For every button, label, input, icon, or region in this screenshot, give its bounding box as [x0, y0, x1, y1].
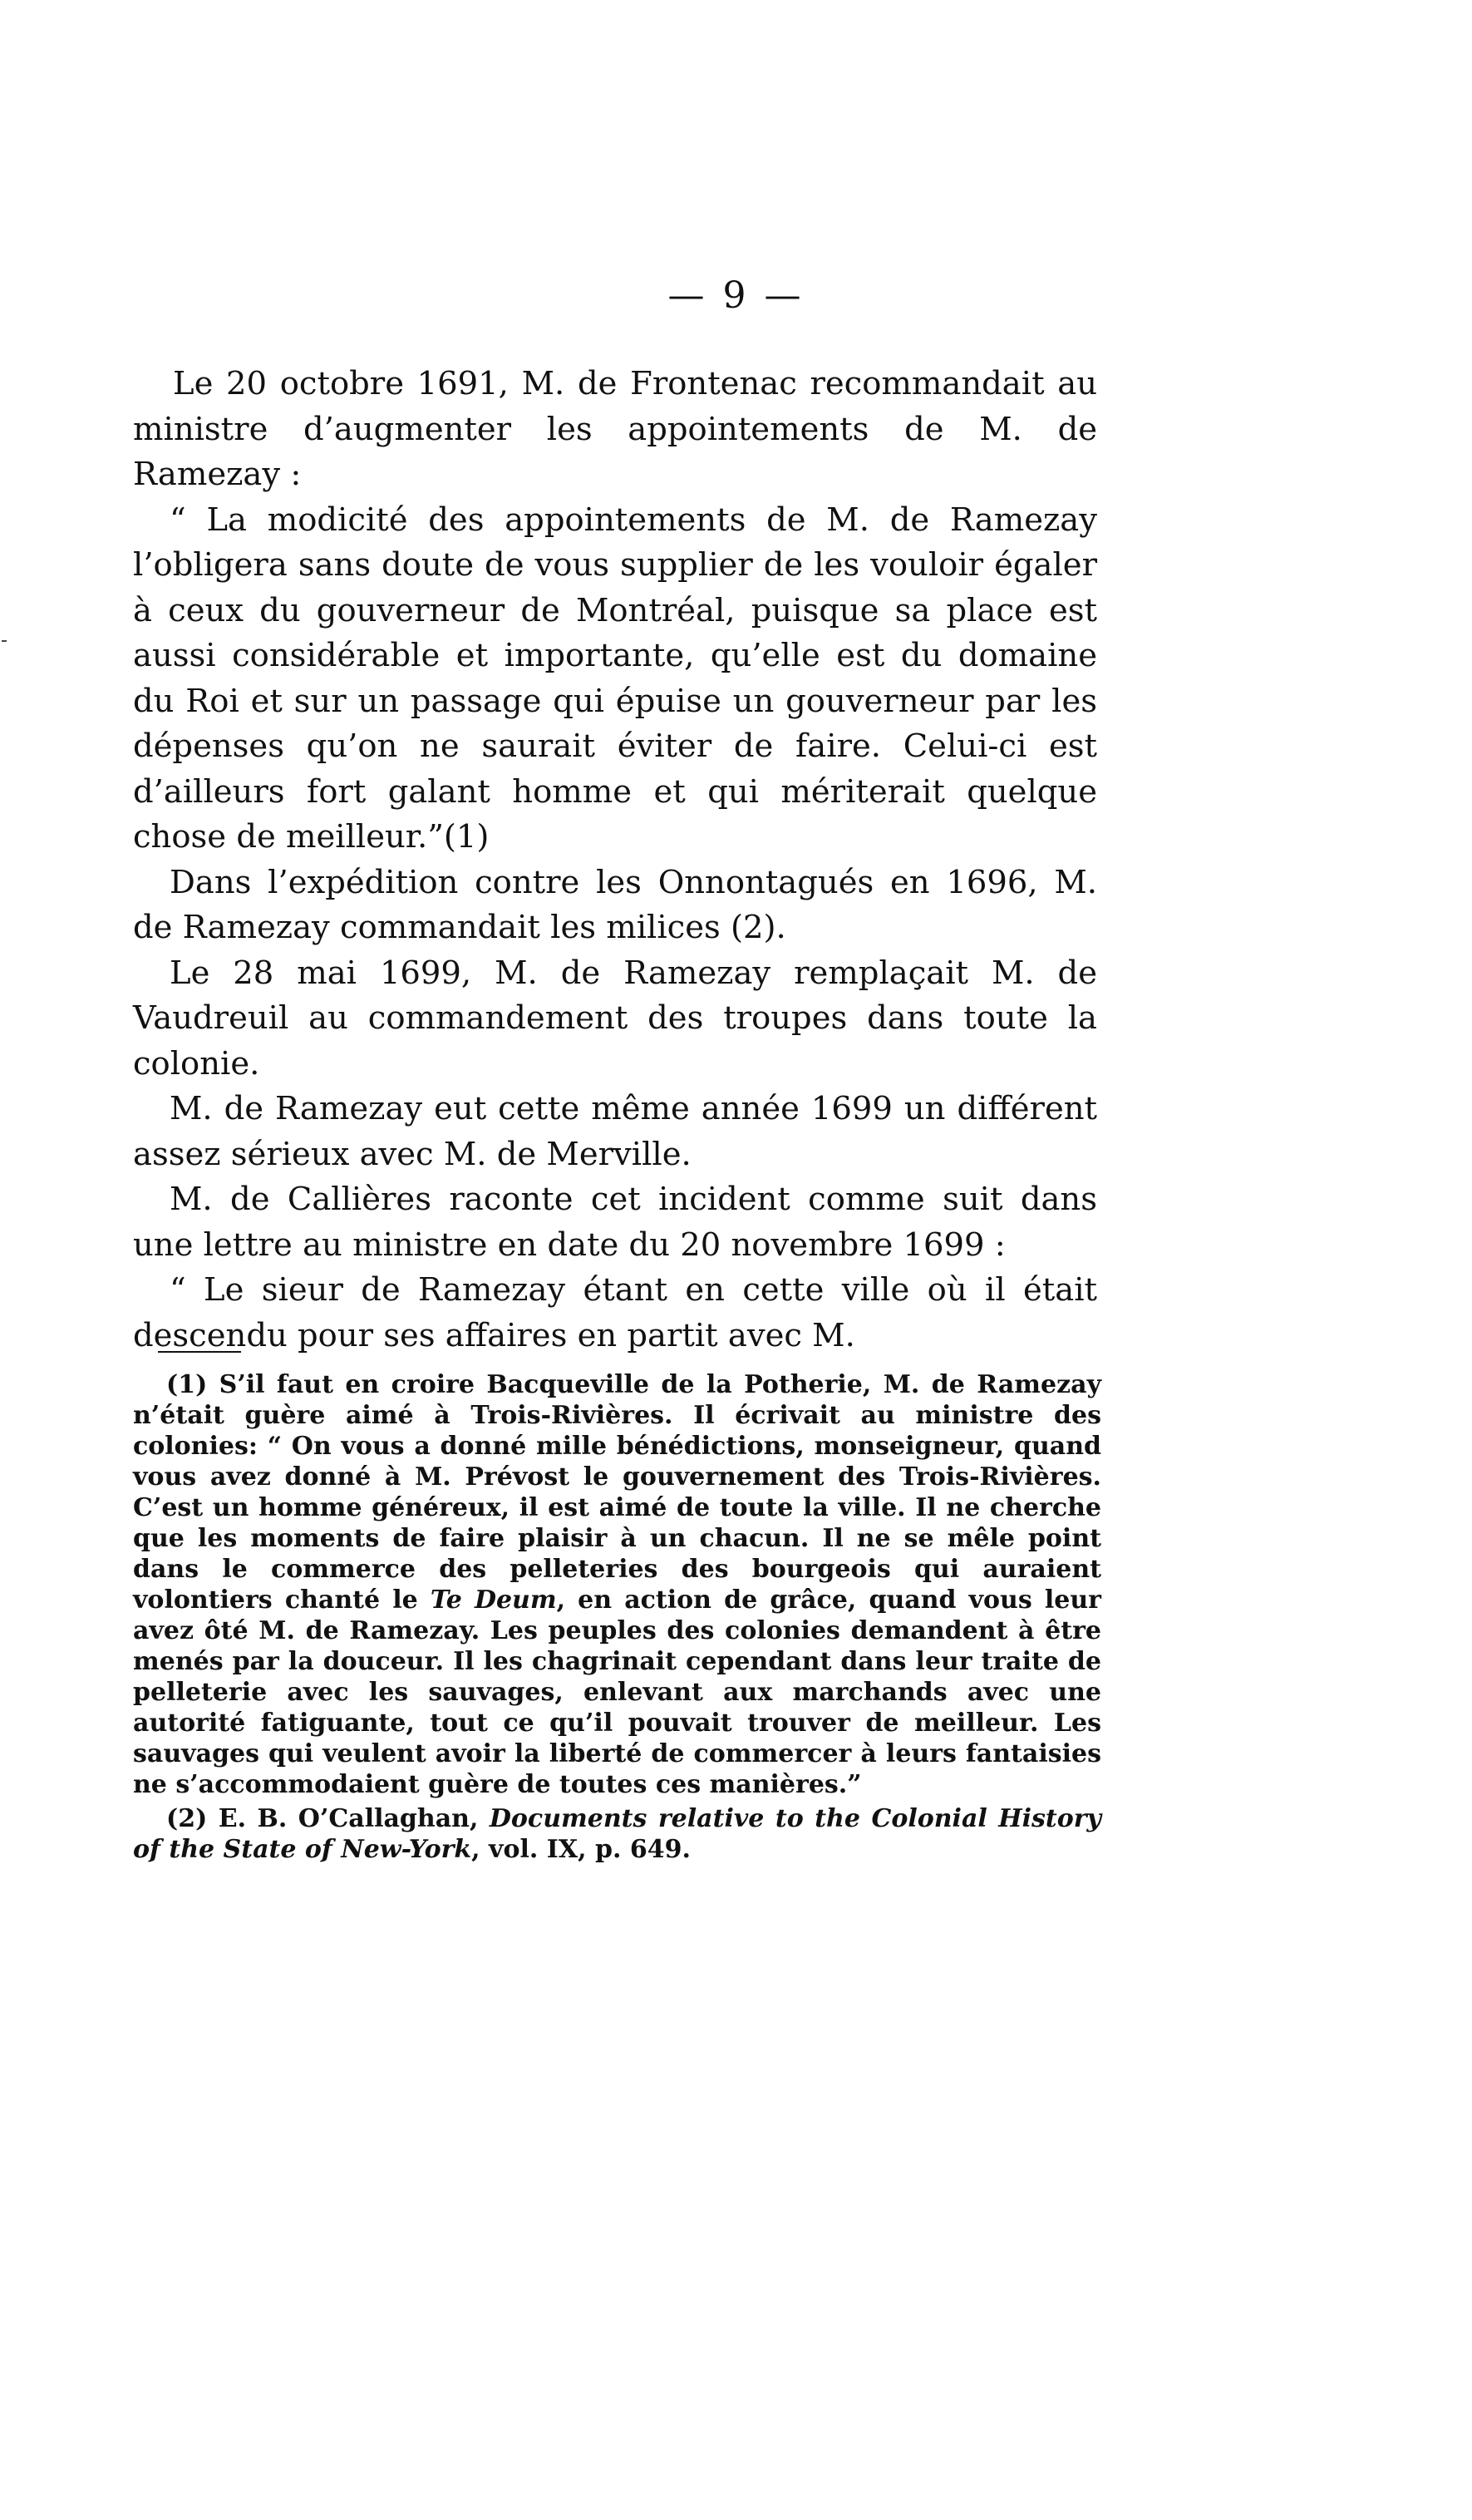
- footnote-2-text-a: (2) E. B. O’Callaghan,: [166, 1804, 490, 1833]
- page-number: — 9 —: [667, 274, 805, 317]
- footnote-1: [133, 1369, 1101, 1800]
- main-text: [133, 362, 1097, 1359]
- footnote-separator: [158, 1351, 241, 1353]
- paragraph-callieres: M. de Callières raconte cet incident comme suit dans une lettre au ministre en date du 20 novembre 1699 :: [133, 1181, 1097, 1264]
- footnote-2-text-b: , vol. IX, p. 649.: [471, 1835, 691, 1864]
- paragraph-expedition: Dans l’expédition contre les Onnontagués en 1696, M. de Ramezay commandait les milices (2).: [133, 863, 1097, 946]
- footnote-1-italic: Te Deum: [430, 1585, 557, 1615]
- scan-edge-mark: [2, 640, 7, 642]
- footnotes: [133, 1369, 1101, 1865]
- footnote-2: [133, 1803, 1101, 1865]
- paragraph-quote-callieres: “ Le sieur de Ramezay étant en cette ville où il était descendu pour ses affaires en partit avec M.: [133, 1271, 1097, 1354]
- paragraph-frontenac: Le 20 octobre 1691, M. de Frontenac recommandait au ministre d’augmenter les appointements de M. de Ramezay :: [133, 365, 1097, 493]
- footnote-1-text-b: , en action de grâce, quand vous leur avez ôté M. de Ramezay. Les peuples des colonies demandent à être menés par la douceur. Il les chagrinait cependant dans leur traite de pelleterie avec les sauvages, enlevant aux marchands avec une autorité fatiguante, tout ce qu’il pouvait trouver de meilleur. Les sauvages qui veulent avoir la liberté de commercer à leurs fantaisies ne s’accommodaient guère de toutes ces manières.”: [133, 1585, 1101, 1799]
- paragraph-quote-frontenac: “ La modicité des appointements de M. de Ramezay l’obligera sans doute de vous supplier de les vouloir égaler à ceux du gouverneur de Montréal, puisque sa place est aussi considérable et importante, qu’elle est du domaine du Roi et sur un passage qui épuise un gouverneur par les dépenses qu’on ne saurait éviter de faire. Celui-ci est d’ailleurs fort galant homme et qui mériterait quelque chose de meilleur.”(1): [133, 501, 1097, 856]
- footnote-2-title: Documents relative to the Colonial History of the State of New-York: [133, 1804, 1101, 1864]
- paragraph-commandement: Le 28 mai 1699, M. de Ramezay remplaçait M. de Vaudreuil au commandement des troupes dans toute la colonie.: [133, 954, 1097, 1082]
- footnote-1-text-a: (1) S’il faut en croire Bacqueville de la Potherie, M. de Ramezay n’était guère aimé à Trois-Rivières. Il écrivait au ministre des colonies: “ On vous a donné mille bénédictions, monseigneur, quand vous avez donné à M. Prévost le gouvernement des Trois-Rivières. C’est un homme généreux, il est aimé de toute la ville. Il ne cherche que les moments de faire plaisir à un chacun. Il ne se mêle point dans le commerce des pelleteries des bourgeois qui auraient volontiers chanté le: [133, 1370, 1101, 1615]
- paragraph-differend: M. de Ramezay eut cette même année 1699 un différent assez sérieux avec M. de Merville.: [133, 1090, 1097, 1173]
